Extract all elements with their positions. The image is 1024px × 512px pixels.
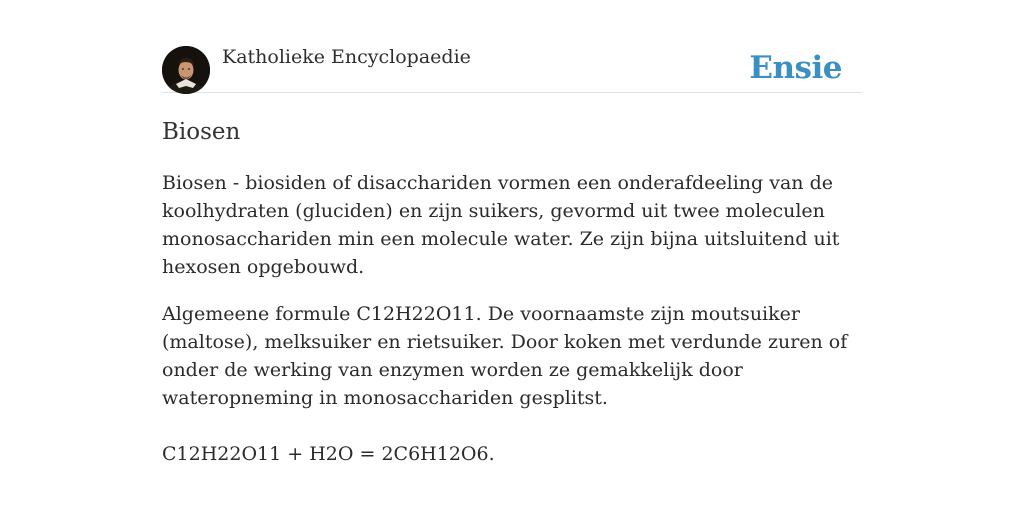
article-title: Biosen: [162, 119, 241, 145]
source-name[interactable]: Katholieke Encyclopaedie: [222, 46, 471, 68]
article-paragraph: Algemeene formule C12H22O11. De voornaamste zijn moutsuiker (maltose), melksuiker en rietsuiker. Door koken met verdunde zuren of onder de werking van enzymen worden ze gemakkelijk door wateropneming in monosacchariden gesplitst.: [162, 303, 848, 409]
article-formula: C12H22O11 + H2O = 2C6H12O6.: [162, 443, 495, 465]
source-avatar[interactable]: [162, 46, 210, 94]
portrait-icon: [162, 46, 210, 94]
article-paragraph: Biosen - biosiden of disacchariden vormen een onderafdeeling van de koolhydraten (gluciden) en zijn suikers, gevormd uit twee moleculen monosacchariden min een molecule water. Ze zijn bijna uitsluitend uit hexosen opgebouwd.: [162, 172, 840, 278]
brand-logo[interactable]: Ensie: [749, 50, 842, 86]
article-header: [162, 40, 862, 93]
article-card: [162, 40, 862, 468]
